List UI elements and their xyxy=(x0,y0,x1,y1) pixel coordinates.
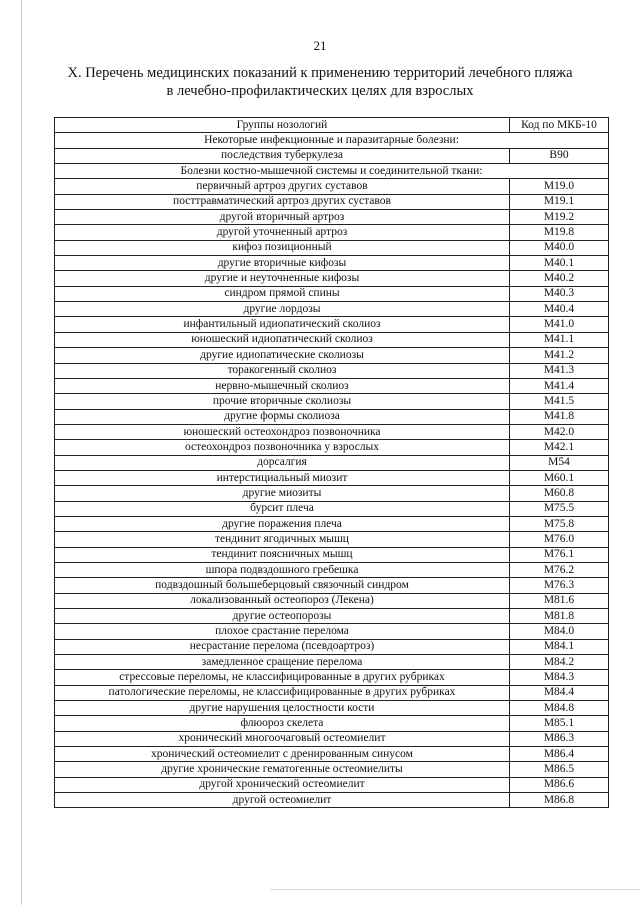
icd-code: M40.4 xyxy=(510,302,609,317)
table-row xyxy=(55,210,609,225)
table-row xyxy=(55,424,609,439)
nosology-name: дорсалгия xyxy=(55,455,510,470)
icd-code: M76.1 xyxy=(510,547,609,562)
nosology-name: хронический остеомиелит с дренированным синусом xyxy=(55,747,510,762)
nosology-name: другой уточненный артроз xyxy=(55,225,510,240)
icd-code: M75.8 xyxy=(510,516,609,531)
group-header-row xyxy=(55,164,609,179)
nosology-name: другие и неуточненные кифозы xyxy=(55,271,510,286)
table-row xyxy=(55,501,609,516)
table-row xyxy=(55,409,609,424)
table-row xyxy=(55,685,609,700)
icd-code: M76.3 xyxy=(510,578,609,593)
nosology-name: локализованный остеопороз (Лекена) xyxy=(55,593,510,608)
nosology-name: торакогенный сколиоз xyxy=(55,363,510,378)
table-row xyxy=(55,194,609,209)
nosology-name: стрессовые переломы, не классифицированные в других рубриках xyxy=(55,670,510,685)
nosology-name: патологические переломы, не классифицированные в других рубриках xyxy=(55,685,510,700)
table-row xyxy=(55,256,609,271)
nosology-name: нервно-мышечный сколиоз xyxy=(55,378,510,393)
table-row xyxy=(55,486,609,501)
icd-code: M19.2 xyxy=(510,210,609,225)
icd-codes-table xyxy=(54,117,609,808)
nosology-name: другие идиопатические сколиозы xyxy=(55,348,510,363)
header-groups: Группы нозологий xyxy=(55,118,510,133)
icd-code: M41.5 xyxy=(510,394,609,409)
icd-code: M76.2 xyxy=(510,562,609,577)
nosology-name: другой остеомиелит xyxy=(55,793,510,808)
scan-edge-bottom xyxy=(270,889,640,890)
nosology-name: другие остеопорозы xyxy=(55,609,510,624)
icd-code: M41.1 xyxy=(510,332,609,347)
nosology-name: первичный артроз других суставов xyxy=(55,179,510,194)
nosology-name: кифоз позиционный xyxy=(55,240,510,255)
nosology-name: остеохондроз позвоночника у взрослых xyxy=(55,440,510,455)
nosology-name: юношеский остеохондроз позвоночника xyxy=(55,424,510,439)
nosology-name: другие миозиты xyxy=(55,486,510,501)
nosology-name: несрастание перелома (псевдоартроз) xyxy=(55,639,510,654)
section-heading xyxy=(40,64,600,100)
header-code: Код по МКБ-10 xyxy=(510,118,609,133)
icd-code: M84.3 xyxy=(510,670,609,685)
table-row xyxy=(55,762,609,777)
icd-code: M40.1 xyxy=(510,256,609,271)
icd-code: M41.8 xyxy=(510,409,609,424)
nosology-name: тендинит ягодичных мышц xyxy=(55,532,510,547)
group-title: Некоторые инфекционные и паразитарные болезни: xyxy=(55,133,609,148)
table-row xyxy=(55,747,609,762)
icd-code: M19.0 xyxy=(510,179,609,194)
icd-code: M41.3 xyxy=(510,363,609,378)
nosology-name: тендинит поясничных мышц xyxy=(55,547,510,562)
table-row xyxy=(55,731,609,746)
nosology-name: юношеский идиопатический сколиоз xyxy=(55,332,510,347)
table-row xyxy=(55,348,609,363)
table-row xyxy=(55,793,609,808)
table-row xyxy=(55,547,609,562)
table-row xyxy=(55,363,609,378)
table-row xyxy=(55,777,609,792)
nosology-name: замедленное сращение перелома xyxy=(55,655,510,670)
icd-code: M60.8 xyxy=(510,486,609,501)
table-row xyxy=(55,624,609,639)
icd-code: M41.0 xyxy=(510,317,609,332)
table-row xyxy=(55,455,609,470)
icd-code: M41.2 xyxy=(510,348,609,363)
table-row xyxy=(55,655,609,670)
icd-code: M19.8 xyxy=(510,225,609,240)
group-header-row xyxy=(55,133,609,148)
table-row xyxy=(55,516,609,531)
table-row xyxy=(55,271,609,286)
icd-code: M40.2 xyxy=(510,271,609,286)
table-row xyxy=(55,639,609,654)
table-row xyxy=(55,670,609,685)
table-row xyxy=(55,578,609,593)
table-row xyxy=(55,148,609,163)
icd-code: M84.0 xyxy=(510,624,609,639)
table-row xyxy=(55,609,609,624)
icd-code: M84.8 xyxy=(510,701,609,716)
icd-code: M40.3 xyxy=(510,286,609,301)
table-row xyxy=(55,394,609,409)
table-row xyxy=(55,317,609,332)
group-title: Болезни костно-мышечной системы и соединительной ткани: xyxy=(55,164,609,179)
nosology-name: другие лордозы xyxy=(55,302,510,317)
icd-code: M86.5 xyxy=(510,762,609,777)
table-row xyxy=(55,225,609,240)
icd-code: M86.3 xyxy=(510,731,609,746)
table-row xyxy=(55,593,609,608)
nosology-name: другие вторичные кифозы xyxy=(55,256,510,271)
table-row xyxy=(55,470,609,485)
nosology-name: шпора подвздошного гребешка xyxy=(55,562,510,577)
nosology-name: другие хронические гематогенные остеомиелиты xyxy=(55,762,510,777)
table-header-row xyxy=(55,118,609,133)
icd-code: M86.4 xyxy=(510,747,609,762)
nosology-name: бурсит плеча xyxy=(55,501,510,516)
icd-code: M40.0 xyxy=(510,240,609,255)
nosology-name: прочие вторичные сколиозы xyxy=(55,394,510,409)
icd-code: M75.5 xyxy=(510,501,609,516)
nosology-name: другие формы сколиоза xyxy=(55,409,510,424)
table-row xyxy=(55,562,609,577)
nosology-name: другие поражения плеча xyxy=(55,516,510,531)
table-body xyxy=(55,133,609,808)
scan-edge-left xyxy=(21,0,22,905)
icd-code: B90 xyxy=(510,148,609,163)
icd-code: M41.4 xyxy=(510,378,609,393)
icd-code: M42.1 xyxy=(510,440,609,455)
table-row xyxy=(55,701,609,716)
heading-line-2: в лечебно-профилактических целях для взрослых xyxy=(166,83,474,99)
nosology-name: другой вторичный артроз xyxy=(55,210,510,225)
icd-code: M84.4 xyxy=(510,685,609,700)
table-row xyxy=(55,179,609,194)
nosology-name: последствия туберкулеза xyxy=(55,148,510,163)
nosology-name: посттравматический артроз других суставов xyxy=(55,194,510,209)
table-row xyxy=(55,716,609,731)
nosology-name: интерстициальный миозит xyxy=(55,470,510,485)
nosology-name: хронический многоочаговый остеомиелит xyxy=(55,731,510,746)
icd-code: M85.1 xyxy=(510,716,609,731)
nosology-name: синдром прямой спины xyxy=(55,286,510,301)
icd-code: M81.8 xyxy=(510,609,609,624)
heading-line-1: X. Перечень медицинских показаний к применению территорий лечебного пляжа xyxy=(67,65,573,81)
table-row xyxy=(55,378,609,393)
nosology-name: инфантильный идиопатический сколиоз xyxy=(55,317,510,332)
icd-code: M42.0 xyxy=(510,424,609,439)
table-row xyxy=(55,286,609,301)
nosology-name: подвздошный большеберцовый связочный синдром xyxy=(55,578,510,593)
icd-code: M86.8 xyxy=(510,793,609,808)
table-row xyxy=(55,302,609,317)
icd-code: M19.1 xyxy=(510,194,609,209)
page-number: 21 xyxy=(313,38,327,53)
table-row xyxy=(55,332,609,347)
icd-code: M60.1 xyxy=(510,470,609,485)
nosology-name: плохое срастание перелома xyxy=(55,624,510,639)
icd-code: M84.1 xyxy=(510,639,609,654)
nosology-name: флюороз скелета xyxy=(55,716,510,731)
icd-code: M84.2 xyxy=(510,655,609,670)
icd-code: M81.6 xyxy=(510,593,609,608)
table-row xyxy=(55,532,609,547)
nosology-name: другой хронический остеомиелит xyxy=(55,777,510,792)
nosology-name: другие нарушения целостности кости xyxy=(55,701,510,716)
table-row xyxy=(55,440,609,455)
icd-code: M54 xyxy=(510,455,609,470)
icd-code: M76.0 xyxy=(510,532,609,547)
table-row xyxy=(55,240,609,255)
icd-code: M86.6 xyxy=(510,777,609,792)
